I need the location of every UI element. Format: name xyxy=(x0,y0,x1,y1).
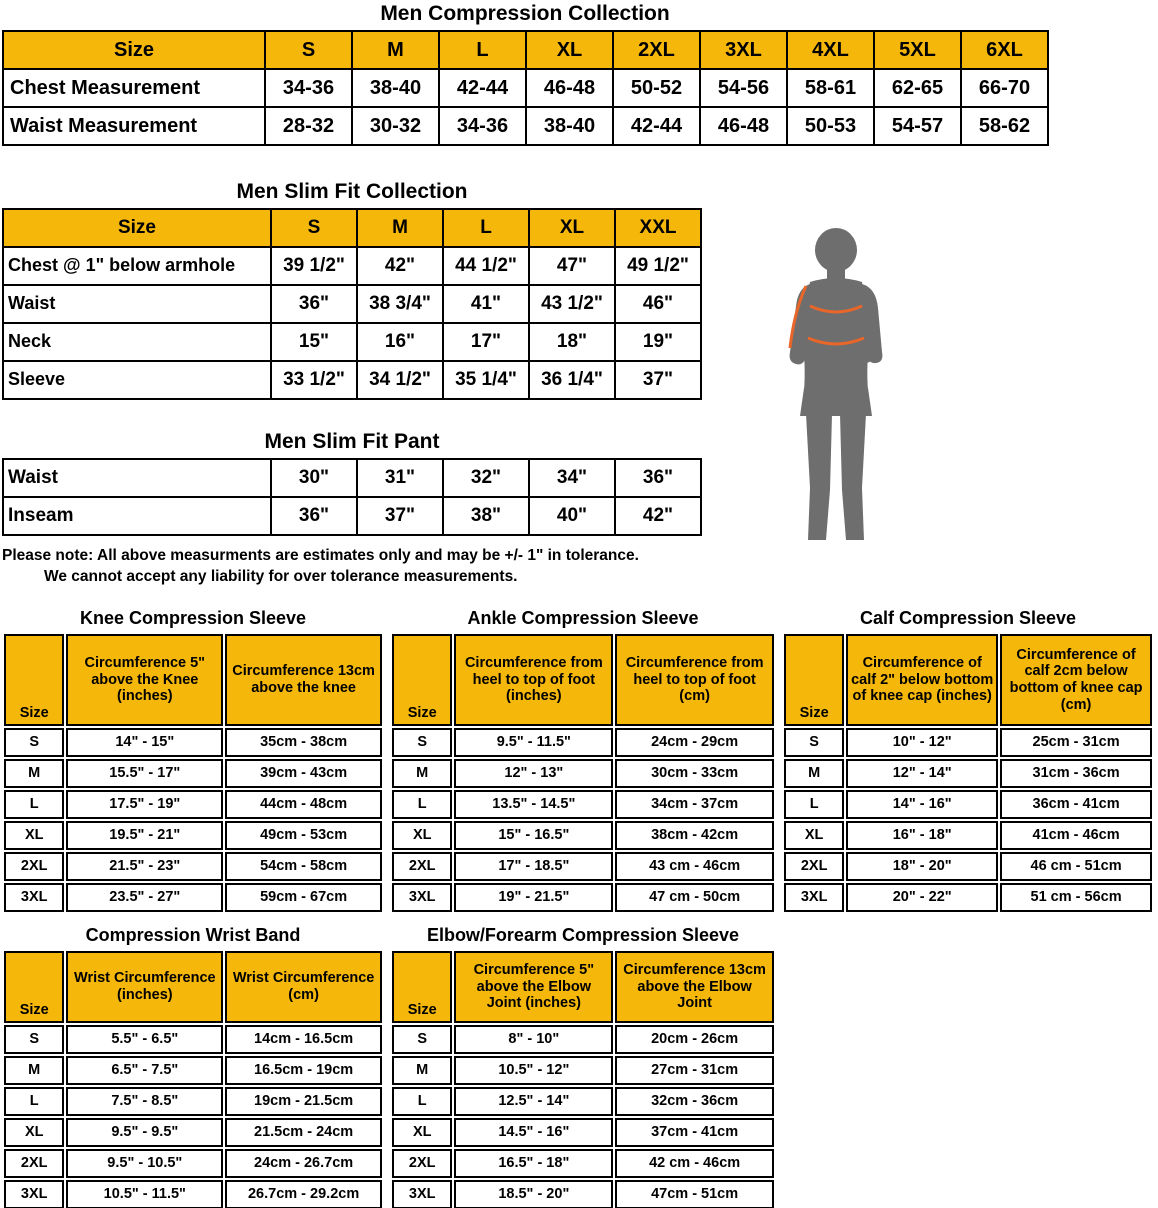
column-header: 4XL xyxy=(787,31,874,69)
knee-sleeve-section xyxy=(2,608,384,914)
cell: 2XL xyxy=(4,1149,64,1178)
table-row xyxy=(4,1149,382,1178)
tolerance-note xyxy=(2,546,702,588)
table-row xyxy=(784,821,1152,850)
wrist-band-table xyxy=(2,949,384,1208)
column-header: Circumference of calf 2" below bottom of knee cap (inches) xyxy=(846,634,998,726)
row-label: Sleeve xyxy=(3,361,271,399)
table-row xyxy=(392,728,774,757)
slim-fit-pant-table xyxy=(2,458,702,536)
calf-sleeve-table xyxy=(782,632,1154,914)
cell: 38cm - 42cm xyxy=(615,821,774,850)
table-row xyxy=(392,1025,774,1054)
compression-collection-section xyxy=(2,2,1048,146)
cell: 21.5" - 23" xyxy=(66,852,223,881)
table-row xyxy=(4,1180,382,1208)
column-header: XL xyxy=(529,209,615,247)
cell: 5.5" - 6.5" xyxy=(66,1025,223,1054)
cell: 17" xyxy=(443,323,529,361)
cell: 38 3/4" xyxy=(357,285,443,323)
wrist-band-title: Compression Wrist Band xyxy=(85,925,301,945)
note-body: All above measurments are estimates only and may be +/- 1" in tolerance. xyxy=(93,547,639,564)
cell: L xyxy=(784,790,844,819)
elbow-sleeve-title: Elbow/Forearm Compression Sleeve xyxy=(426,925,740,945)
note-line-1 xyxy=(2,547,639,564)
table-row xyxy=(392,1056,774,1085)
table-row xyxy=(3,209,701,247)
column-header: M xyxy=(352,31,439,69)
cell: 3XL xyxy=(392,883,452,912)
table-row xyxy=(392,759,774,788)
cell: 42" xyxy=(357,247,443,285)
cell: 58-61 xyxy=(787,69,874,107)
cell: 59cm - 67cm xyxy=(225,883,382,912)
cell: 10" - 12" xyxy=(846,728,998,757)
column-header: Circumference 13cm above the knee xyxy=(225,634,382,726)
slim-fit-pant-section xyxy=(2,430,702,588)
table-row xyxy=(4,1056,382,1085)
cell: 39cm - 43cm xyxy=(225,759,382,788)
table-row xyxy=(3,107,1048,145)
table-row xyxy=(4,759,382,788)
column-header: XL xyxy=(526,31,613,69)
cell: 2XL xyxy=(392,1149,452,1178)
slim-fit-collection-section xyxy=(2,180,702,400)
cell: 20" - 22" xyxy=(846,883,998,912)
cell: M xyxy=(4,759,64,788)
cell: XL xyxy=(392,821,452,850)
column-header: Size xyxy=(3,31,265,69)
cell: L xyxy=(4,790,64,819)
column-header: Circumference of calf 2cm below bottom of knee cap (cm) xyxy=(1000,634,1152,726)
cell: M xyxy=(4,1056,64,1085)
cell: 42-44 xyxy=(613,107,700,145)
cell: 18" xyxy=(529,323,615,361)
cell: S xyxy=(784,728,844,757)
cell: 40" xyxy=(529,497,615,535)
cell: 12" - 14" xyxy=(846,759,998,788)
column-header: S xyxy=(271,209,357,247)
cell: 47 cm - 50cm xyxy=(615,883,774,912)
cell: 31cm - 36cm xyxy=(1000,759,1152,788)
cell: 16.5" - 18" xyxy=(454,1149,613,1178)
table-row xyxy=(392,1118,774,1147)
column-header: Circumference 13cm above the Elbow Joint xyxy=(615,951,774,1023)
cell: 42-44 xyxy=(439,69,526,107)
cell: 34-36 xyxy=(265,69,352,107)
cell: 8" - 10" xyxy=(454,1025,613,1054)
cell: 24cm - 26.7cm xyxy=(225,1149,382,1178)
cell: S xyxy=(392,728,452,757)
cell: 3XL xyxy=(4,883,64,912)
table-row xyxy=(784,759,1152,788)
cell: 15.5" - 17" xyxy=(66,759,223,788)
table-row xyxy=(4,951,382,1023)
cell: 27cm - 31cm xyxy=(615,1056,774,1085)
cell: 33 1/2" xyxy=(271,361,357,399)
cell: 12" - 13" xyxy=(454,759,613,788)
table-row xyxy=(392,821,774,850)
cell: 36cm - 41cm xyxy=(1000,790,1152,819)
column-header: L xyxy=(443,209,529,247)
cell: 47" xyxy=(529,247,615,285)
knee-sleeve-title: Knee Compression Sleeve xyxy=(79,608,307,628)
cell: 14" - 15" xyxy=(66,728,223,757)
column-header: 6XL xyxy=(961,31,1048,69)
cell: 13.5" - 14.5" xyxy=(454,790,613,819)
table-row xyxy=(3,459,701,497)
cell: 36" xyxy=(271,285,357,323)
table-row xyxy=(3,361,701,399)
mannequin-icon xyxy=(748,228,928,548)
table-row xyxy=(3,31,1048,69)
cell: 14.5" - 16" xyxy=(454,1118,613,1147)
column-header: 2XL xyxy=(613,31,700,69)
cell: 42 cm - 46cm xyxy=(615,1149,774,1178)
cell: 47cm - 51cm xyxy=(615,1180,774,1208)
table-row xyxy=(392,790,774,819)
cell: 66-70 xyxy=(961,69,1048,107)
row-label: Neck xyxy=(3,323,271,361)
cell: XL xyxy=(4,821,64,850)
cell: 36" xyxy=(615,459,701,497)
table-row xyxy=(4,1087,382,1116)
cell: 17" - 18.5" xyxy=(454,852,613,881)
compression-collection-table xyxy=(2,30,1049,146)
table-row xyxy=(3,69,1048,107)
table-row xyxy=(784,790,1152,819)
cell: 54cm - 58cm xyxy=(225,852,382,881)
table-row xyxy=(3,323,701,361)
column-header: M xyxy=(357,209,443,247)
cell: 32cm - 36cm xyxy=(615,1087,774,1116)
calf-sleeve-title: Calf Compression Sleeve xyxy=(859,608,1077,628)
cell: S xyxy=(4,728,64,757)
cell: 9.5" - 11.5" xyxy=(454,728,613,757)
body-measurement-figure xyxy=(748,228,928,553)
column-header: Circumference from heel to top of foot (inches) xyxy=(454,634,613,726)
cell: 50-52 xyxy=(613,69,700,107)
row-label: Waist Measurement xyxy=(3,107,265,145)
column-header: L xyxy=(439,31,526,69)
cell: 9.5" - 9.5" xyxy=(66,1118,223,1147)
cell: S xyxy=(392,1025,452,1054)
knee-sleeve-table xyxy=(2,632,384,914)
cell: 25cm - 31cm xyxy=(1000,728,1152,757)
cell: M xyxy=(784,759,844,788)
cell: 44cm - 48cm xyxy=(225,790,382,819)
table-row xyxy=(784,634,1152,726)
cell: 3XL xyxy=(784,883,844,912)
column-header: 3XL xyxy=(700,31,787,69)
cell: 30-32 xyxy=(352,107,439,145)
column-header: XXL xyxy=(615,209,701,247)
cell: 17.5" - 19" xyxy=(66,790,223,819)
cell: XL xyxy=(392,1118,452,1147)
column-header: 5XL xyxy=(874,31,961,69)
cell: 18.5" - 20" xyxy=(454,1180,613,1208)
column-header: Size xyxy=(4,634,64,726)
cell: 2XL xyxy=(784,852,844,881)
wrist-band-section xyxy=(2,925,384,1208)
table-row xyxy=(4,634,382,726)
cell: 28-32 xyxy=(265,107,352,145)
cell: 24cm - 29cm xyxy=(615,728,774,757)
cell: 31" xyxy=(357,459,443,497)
cell: 43 cm - 46cm xyxy=(615,852,774,881)
row-label: Chest Measurement xyxy=(3,69,265,107)
row-label: Waist xyxy=(3,459,271,497)
cell: 7.5" - 8.5" xyxy=(66,1087,223,1116)
cell: 9.5" - 10.5" xyxy=(66,1149,223,1178)
elbow-sleeve-table xyxy=(390,949,776,1208)
cell: 41cm - 46cm xyxy=(1000,821,1152,850)
cell: 37" xyxy=(357,497,443,535)
slim-fit-collection-table xyxy=(2,208,702,400)
cell: XL xyxy=(784,821,844,850)
cell: 30cm - 33cm xyxy=(615,759,774,788)
cell: 46-48 xyxy=(526,69,613,107)
cell: 19" xyxy=(615,323,701,361)
cell: 14cm - 16.5cm xyxy=(225,1025,382,1054)
table-row xyxy=(4,883,382,912)
cell: L xyxy=(4,1087,64,1116)
table-row xyxy=(392,951,774,1023)
row-label: Chest @ 1" below armhole xyxy=(3,247,271,285)
cell: 37cm - 41cm xyxy=(615,1118,774,1147)
table-row xyxy=(3,285,701,323)
note-line-2: We cannot accept any liability for over tolerance measurements. xyxy=(44,567,518,585)
cell: 36 1/4" xyxy=(529,361,615,399)
table-row xyxy=(392,883,774,912)
cell: 46" xyxy=(615,285,701,323)
ankle-sleeve-section xyxy=(390,608,776,914)
cell: 30" xyxy=(271,459,357,497)
cell: 20cm - 26cm xyxy=(615,1025,774,1054)
cell: M xyxy=(392,1056,452,1085)
cell: 35 1/4" xyxy=(443,361,529,399)
table-row xyxy=(4,728,382,757)
column-header: Size xyxy=(392,951,452,1023)
slim-fit-collection-title: Men Slim Fit Collection xyxy=(236,180,468,203)
cell: 35cm - 38cm xyxy=(225,728,382,757)
cell: 54-56 xyxy=(700,69,787,107)
table-row xyxy=(392,1149,774,1178)
column-header: Size xyxy=(392,634,452,726)
cell: 58-62 xyxy=(961,107,1048,145)
column-header: Circumference 5" above the Knee (inches) xyxy=(66,634,223,726)
cell: 51 cm - 56cm xyxy=(1000,883,1152,912)
cell: 54-57 xyxy=(874,107,961,145)
ankle-sleeve-title: Ankle Compression Sleeve xyxy=(467,608,699,628)
table-row xyxy=(784,883,1152,912)
table-row xyxy=(392,1180,774,1208)
cell: 38" xyxy=(443,497,529,535)
table-row xyxy=(3,497,701,535)
cell: M xyxy=(392,759,452,788)
ankle-sleeve-table xyxy=(390,632,776,914)
table-row xyxy=(392,634,774,726)
cell: 39 1/2" xyxy=(271,247,357,285)
cell: 42" xyxy=(615,497,701,535)
table-row xyxy=(4,1118,382,1147)
cell: 49cm - 53cm xyxy=(225,821,382,850)
cell: 12.5" - 14" xyxy=(454,1087,613,1116)
column-header: Wrist Circumference (cm) xyxy=(225,951,382,1023)
cell: 46-48 xyxy=(700,107,787,145)
cell: 10.5" - 11.5" xyxy=(66,1180,223,1208)
column-header: Size xyxy=(784,634,844,726)
cell: 19.5" - 21" xyxy=(66,821,223,850)
cell: 16" - 18" xyxy=(846,821,998,850)
note-prefix: Please note: xyxy=(2,547,94,564)
cell: L xyxy=(392,1087,452,1116)
cell: 50-53 xyxy=(787,107,874,145)
cell: 26.7cm - 29.2cm xyxy=(225,1180,382,1208)
table-row xyxy=(784,728,1152,757)
table-row xyxy=(4,821,382,850)
cell: 44 1/2" xyxy=(443,247,529,285)
cell: 16.5cm - 19cm xyxy=(225,1056,382,1085)
table-row xyxy=(4,790,382,819)
cell: 16" xyxy=(357,323,443,361)
cell: 15" xyxy=(271,323,357,361)
column-header: Size xyxy=(4,951,64,1023)
cell: 6.5" - 7.5" xyxy=(66,1056,223,1085)
cell: 34cm - 37cm xyxy=(615,790,774,819)
row-label: Inseam xyxy=(3,497,271,535)
column-header: Circumference 5" above the Elbow Joint (inches) xyxy=(454,951,613,1023)
compression-collection-title: Men Compression Collection xyxy=(380,2,670,25)
column-header: Circumference from heel to top of foot (cm) xyxy=(615,634,774,726)
cell: 14" - 16" xyxy=(846,790,998,819)
cell: 37" xyxy=(615,361,701,399)
table-row xyxy=(392,1087,774,1116)
table-row xyxy=(4,1025,382,1054)
cell: 15" - 16.5" xyxy=(454,821,613,850)
cell: 34-36 xyxy=(439,107,526,145)
calf-sleeve-section xyxy=(782,608,1154,914)
slim-fit-pant-title: Men Slim Fit Pant xyxy=(264,430,440,453)
cell: 23.5" - 27" xyxy=(66,883,223,912)
cell: 3XL xyxy=(392,1180,452,1208)
cell: 38-40 xyxy=(526,107,613,145)
cell: 34 1/2" xyxy=(357,361,443,399)
cell: 34" xyxy=(529,459,615,497)
cell: 21.5cm - 24cm xyxy=(225,1118,382,1147)
cell: 43 1/2" xyxy=(529,285,615,323)
table-row xyxy=(4,852,382,881)
cell: 2XL xyxy=(392,852,452,881)
cell: 36" xyxy=(271,497,357,535)
cell: 2XL xyxy=(4,852,64,881)
cell: L xyxy=(392,790,452,819)
cell: 10.5" - 12" xyxy=(454,1056,613,1085)
cell: 19" - 21.5" xyxy=(454,883,613,912)
cell: 62-65 xyxy=(874,69,961,107)
column-header: Size xyxy=(3,209,271,247)
cell: 49 1/2" xyxy=(615,247,701,285)
cell: 41" xyxy=(443,285,529,323)
column-header: Wrist Circumference (inches) xyxy=(66,951,223,1023)
cell: 18" - 20" xyxy=(846,852,998,881)
cell: 32" xyxy=(443,459,529,497)
cell: 3XL xyxy=(4,1180,64,1208)
table-row xyxy=(784,852,1152,881)
column-header: S xyxy=(265,31,352,69)
cell: S xyxy=(4,1025,64,1054)
row-label: Waist xyxy=(3,285,271,323)
elbow-sleeve-section xyxy=(390,925,776,1208)
cell: 46 cm - 51cm xyxy=(1000,852,1152,881)
table-row xyxy=(392,852,774,881)
table-row xyxy=(3,247,701,285)
cell: XL xyxy=(4,1118,64,1147)
cell: 19cm - 21.5cm xyxy=(225,1087,382,1116)
cell: 38-40 xyxy=(352,69,439,107)
